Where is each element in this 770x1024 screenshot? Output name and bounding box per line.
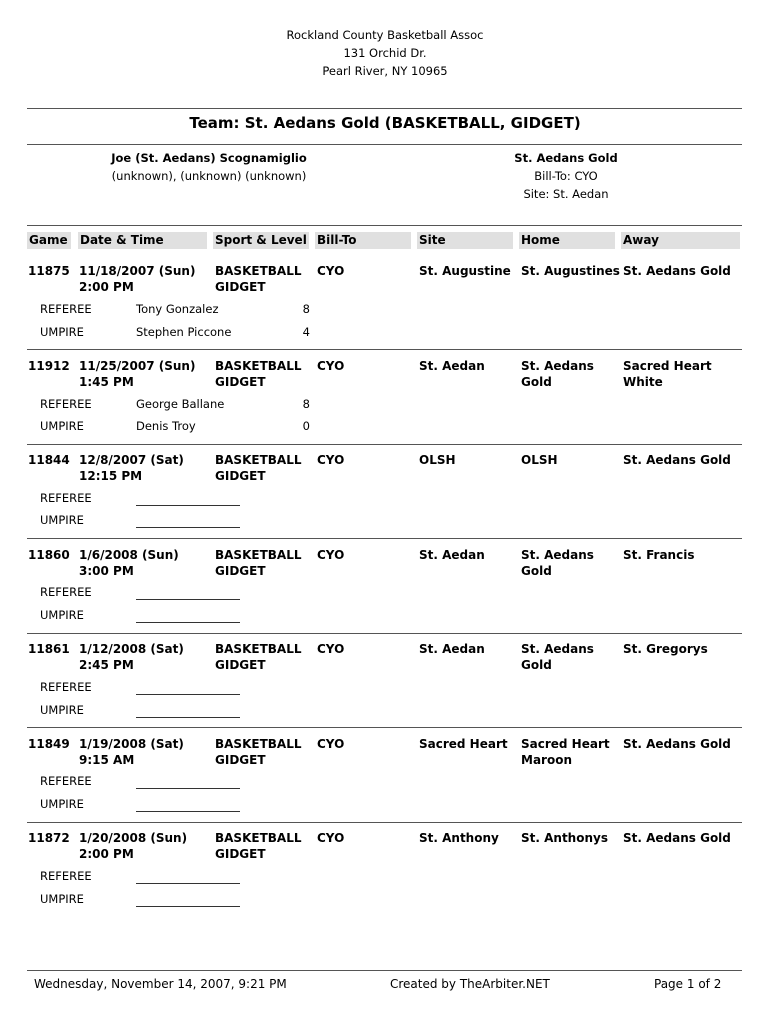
game-sport: BASKETBALL [215,737,302,751]
official-role: UMPIRE [40,325,84,339]
official-role: UMPIRE [40,608,84,622]
official-blank-line [136,811,240,812]
org-address-line1: 131 Orchid Dr. [343,46,427,60]
game-away-line1: St. Gregorys [623,642,708,656]
game-site: St. Aedan [419,548,485,562]
game-row [0,641,770,735]
game-site: Sacred Heart [419,737,508,751]
game-date: 1/19/2008 (Sat) [79,737,184,751]
game-home-line1: St. Aedans [521,642,594,656]
game-away [623,830,731,846]
official-role: REFEREE [40,397,92,411]
official-blank-line [136,906,240,907]
game-time: 3:00 PM [79,564,134,578]
game-sport-level [215,263,301,295]
game-home [521,547,594,579]
official-name: Stephen Piccone [136,325,232,339]
official-role: REFEREE [40,774,92,788]
game-level: GIDGET [215,375,266,389]
official-name: George Ballane [136,397,225,411]
game-row [0,736,770,830]
official-blank-line [136,527,240,528]
game-date: 1/20/2008 (Sun) [79,831,188,845]
footer-created-by: Created by TheArbiter.NET [390,977,550,991]
game-home-line2: Gold [521,564,552,578]
game-row [0,358,770,452]
official-role: REFEREE [40,302,92,316]
col-away: Away [623,233,659,247]
game-date: 11/18/2007 (Sun) [79,264,196,278]
divider [27,225,742,226]
game-date: 1/6/2008 (Sun) [79,548,179,562]
official-role: REFEREE [40,585,92,599]
divider [27,108,742,109]
game-away-line1: St. Aedans Gold [623,264,731,278]
game-datetime [79,641,184,673]
game-datetime [79,358,195,390]
game-sport-level [215,452,301,484]
game-sport: BASKETBALL [215,264,302,278]
game-row [0,452,770,546]
game-home [521,830,608,846]
game-home-line2: Gold [521,658,552,672]
game-datetime [79,452,184,484]
game-home [521,452,558,468]
game-datetime [79,830,187,862]
game-away-line1: St. Aedans Gold [623,453,731,467]
game-date: 11/25/2007 (Sun) [79,359,196,373]
col-bill-to: Bill-To [317,233,357,247]
game-sport-level [215,358,301,390]
org-name: Rockland County Basketball Assoc [286,28,484,42]
game-sport-level [215,830,301,862]
game-row [0,263,770,357]
game-away [623,358,712,390]
game-level: GIDGET [215,847,266,861]
official-blank-line [136,599,240,600]
game-away-line2: White [623,375,663,389]
game-datetime [79,263,195,295]
game-site: St. Augustine [419,264,511,278]
game-id: 11844 [28,453,70,467]
game-away [623,641,708,657]
game-bill-to: CYO [317,548,345,562]
game-home [521,641,594,673]
game-level: GIDGET [215,658,266,672]
official-blank-line [136,694,240,695]
official-role: UMPIRE [40,797,84,811]
official-count: 8 [302,302,310,316]
col-site: Site [419,233,446,247]
game-id: 11860 [28,548,70,562]
row-divider [27,444,742,445]
game-away-line1: St. Aedans Gold [623,737,731,751]
game-sport: BASKETBALL [215,359,302,373]
row-divider [27,349,742,350]
game-date: 12/8/2007 (Sat) [79,453,184,467]
game-id: 11912 [28,359,70,373]
game-site: OLSH [419,453,456,467]
game-bill-to: CYO [317,642,345,656]
game-time: 2:00 PM [79,280,134,294]
game-home [521,263,620,279]
game-bill-to: CYO [317,831,345,845]
row-divider [27,633,742,634]
contact-name: Joe (St. Aedans) Scognamiglio [111,151,307,165]
game-time: 2:45 PM [79,658,134,672]
footer-page-number: Page 1 of 2 [654,977,722,991]
team-bill-to: Bill-To: CYO [534,169,598,183]
game-site: St. Aedan [419,642,485,656]
game-date: 1/12/2008 (Sat) [79,642,184,656]
game-time: 9:15 AM [79,753,135,767]
game-id: 11861 [28,642,70,656]
col-date-time: Date & Time [80,233,164,247]
game-level: GIDGET [215,564,266,578]
team-title: Team: St. Aedans Gold (BASKETBALL, GIDGET) [189,114,581,132]
game-home-line1: OLSH [521,453,558,467]
game-bill-to: CYO [317,737,345,751]
official-role: UMPIRE [40,892,84,906]
team-name: St. Aedans Gold [514,151,618,165]
official-role: REFEREE [40,869,92,883]
game-level: GIDGET [215,753,266,767]
col-sport-level: Sport & Level [215,233,307,247]
divider [27,144,742,145]
game-away-line1: St. Aedans Gold [623,831,731,845]
official-role: REFEREE [40,491,92,505]
official-role: UMPIRE [40,703,84,717]
official-name: Denis Troy [136,419,196,433]
official-blank-line [136,505,240,506]
footer-printed-date: Wednesday, November 14, 2007, 9:21 PM [34,977,287,991]
game-time: 12:15 PM [79,469,143,483]
row-divider [27,538,742,539]
contact-phones: (unknown), (unknown) (unknown) [111,169,307,183]
game-sport-level [215,641,301,673]
game-sport: BASKETBALL [215,453,302,467]
game-away [623,263,731,279]
col-game: Game [29,233,68,247]
game-datetime [79,547,179,579]
col-home: Home [521,233,560,247]
game-sport: BASKETBALL [215,831,302,845]
official-blank-line [136,622,240,623]
game-row [0,547,770,641]
game-away-line1: Sacred Heart [623,359,712,373]
game-home-line2: Gold [521,375,552,389]
game-sport: BASKETBALL [215,642,302,656]
game-site: St. Aedan [419,359,485,373]
official-blank-line [136,883,240,884]
row-divider [27,727,742,728]
game-sport: BASKETBALL [215,548,302,562]
game-home-line1: Sacred Heart [521,737,610,751]
game-bill-to: CYO [317,359,345,373]
game-home-line1: St. Aedans [521,359,594,373]
game-site: St. Anthony [419,831,499,845]
game-away [623,547,694,563]
game-time: 1:45 PM [79,375,134,389]
game-away-line1: St. Francis [623,548,695,562]
official-count: 8 [302,397,310,411]
official-blank-line [136,717,240,718]
game-id: 11872 [28,831,70,845]
official-name: Tony Gonzalez [136,302,219,316]
game-home-line1: St. Anthonys [521,831,608,845]
contact-block [100,149,318,185]
game-bill-to: CYO [317,264,345,278]
official-count: 0 [302,419,310,433]
team-site: Site: St. Aedan [523,187,609,201]
game-away [623,452,731,468]
official-role: UMPIRE [40,419,84,433]
official-blank-line [136,788,240,789]
game-home-line2: Maroon [521,753,572,767]
game-id: 11875 [28,264,70,278]
footer-divider [27,970,742,971]
game-id: 11849 [28,737,70,751]
game-home [521,736,610,768]
game-sport-level [215,547,301,579]
game-home-line1: St. Augustines [521,264,620,278]
game-row [0,830,770,924]
game-home-line1: St. Aedans [521,548,594,562]
game-time: 2:00 PM [79,847,134,861]
game-datetime [79,736,184,768]
row-divider [27,822,742,823]
team-info-block [480,149,652,203]
game-bill-to: CYO [317,453,345,467]
game-sport-level [215,736,301,768]
game-away [623,736,731,752]
official-role: UMPIRE [40,513,84,527]
official-role: REFEREE [40,680,92,694]
game-home [521,358,594,390]
official-count: 4 [302,325,310,339]
game-level: GIDGET [215,280,266,294]
game-level: GIDGET [215,469,266,483]
org-address-line2: Pearl River, NY 10965 [322,64,448,78]
